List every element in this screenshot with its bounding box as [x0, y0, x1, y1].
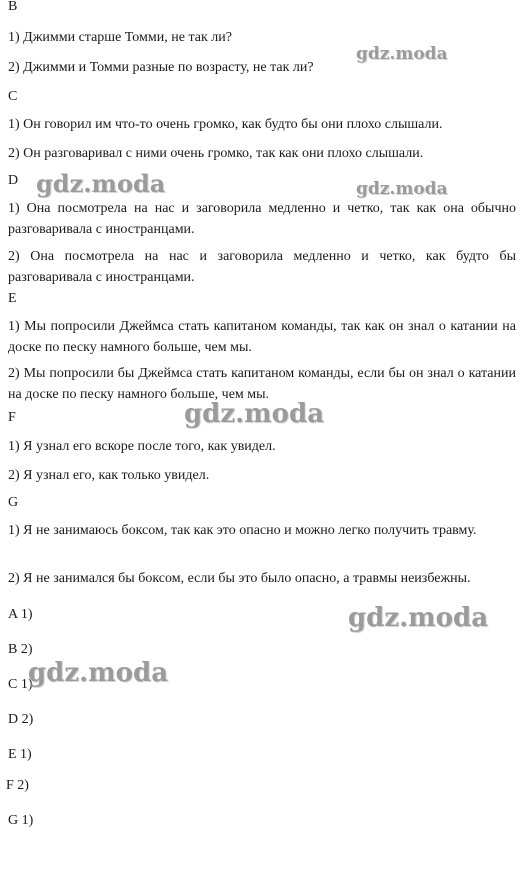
- sentence-c1: 1) Он говорил им что-то очень громко, как будто бы они плохо слышали.: [8, 117, 443, 132]
- answer-c: C 1): [8, 677, 33, 692]
- answer-g: G 1): [8, 813, 34, 828]
- watermark: gdz.moda: [36, 169, 166, 198]
- answer-b: B 2): [8, 642, 33, 657]
- sentence-e2: 2) Мы попросили бы Джеймса стать капитаном команды, если бы он знал о катании на доске по песку намного больше, чем мы.: [8, 366, 516, 402]
- sentence-f1: 1) Я узнал его вскоре после того, как увидел.: [8, 439, 276, 454]
- sentence-f2: 2) Я узнал его, как только увидел.: [8, 468, 210, 483]
- sentence-d2: 2) Она посмотрела на нас и заговорила медленно и четко, как будто бы разговаривала с иностранцами.: [8, 249, 516, 285]
- answer-f: F 2): [6, 778, 29, 793]
- section-letter-d: D: [8, 173, 19, 188]
- sentence-c2: 2) Он разговаривал с ними очень громко, так как они плохо слышали.: [8, 146, 424, 161]
- sentence-g2: 2) Я не занимался бы боксом, если бы это было опасно, а травмы неизбежны.: [8, 571, 471, 586]
- section-letter-g: G: [8, 495, 19, 510]
- watermark: gdz.moda: [356, 179, 448, 199]
- sentence-e1: 1) Мы попросили Джеймса стать капитаном команды, так как он знал о катании на доске по песку намного больше, чем мы.: [8, 319, 516, 355]
- watermark: gdz.moda: [356, 44, 448, 64]
- answer-a: A 1): [8, 607, 33, 622]
- sentence-d1: 1) Она посмотрела на нас и заговорила медленно и четко, так как она обычно разговаривала с иностранцами.: [8, 201, 516, 237]
- watermark: gdz.moda: [348, 603, 489, 633]
- section-letter-c: C: [8, 89, 18, 104]
- watermark: gdz.moda: [184, 399, 325, 429]
- sentence-b1: 1) Джимми старше Томми, не так ли?: [8, 30, 232, 45]
- watermark: gdz.moda: [28, 658, 169, 688]
- section-letter-b: B: [8, 0, 18, 14]
- sentence-g1: 1) Я не занимаюсь боксом, так как это опасно и можно легко получить травму.: [8, 523, 477, 538]
- section-letter-e: E: [8, 291, 17, 306]
- sentence-b2: 2) Джимми и Томми разные по возрасту, не так ли?: [8, 60, 314, 75]
- section-letter-f: F: [8, 410, 16, 425]
- answer-e: E 1): [8, 747, 32, 762]
- answer-d: D 2): [8, 712, 34, 727]
